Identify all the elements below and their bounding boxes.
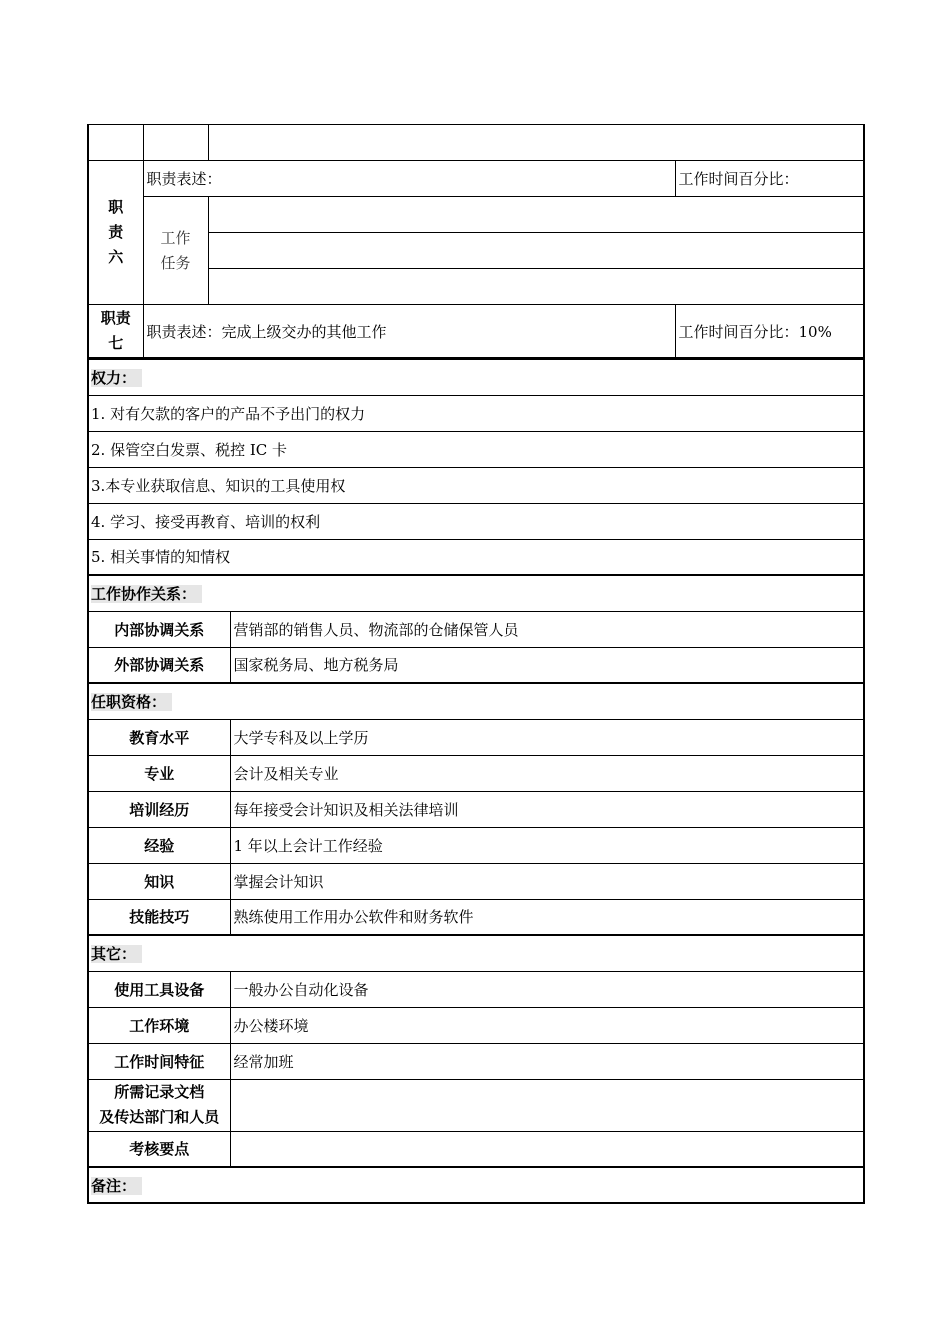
knowledge-value: 掌握会计知识 — [230, 863, 864, 899]
records-value — [230, 1079, 864, 1131]
duty7-description: 职责表述：完成上级交办的其他工作 — [143, 305, 675, 358]
section-header-row — [88, 1167, 864, 1203]
section-header-row — [88, 683, 864, 719]
environment-label: 工作环境 — [88, 1007, 230, 1043]
duty7-label-line: 七 — [108, 334, 124, 352]
qualifications-title: 任职资格： — [91, 693, 172, 711]
assessment-label: 考核要点 — [88, 1131, 230, 1167]
assessment-value — [230, 1131, 864, 1167]
empty-cell — [88, 125, 143, 161]
table-row — [88, 611, 864, 647]
duty6-label — [88, 161, 143, 305]
table-row — [88, 305, 864, 358]
duty6-task-cell — [208, 197, 864, 233]
education-value: 大学专科及以上学历 — [230, 719, 864, 755]
records-label-line: 所需记录文档 — [114, 1083, 205, 1101]
qualifications-title-cell — [88, 683, 864, 719]
authority-item: 3.本专业获取信息、知识的工具使用权 — [88, 467, 864, 503]
duty7-label-line: 职责 — [100, 309, 131, 327]
records-label — [88, 1079, 230, 1131]
table-row — [88, 647, 864, 683]
training-value: 每年接受会计知识及相关法律培训 — [230, 791, 864, 827]
training-label: 培训经历 — [88, 791, 230, 827]
table-row — [88, 827, 864, 863]
education-label: 教育水平 — [88, 719, 230, 755]
authority-item: 1. 对有欠款的客户的产品不予出门的权力 — [88, 395, 864, 431]
list-item — [88, 467, 864, 503]
remarks-title-cell — [88, 1167, 864, 1203]
table-row — [88, 1007, 864, 1043]
authority-item: 2. 保管空白发票、税控 IC 卡 — [88, 431, 864, 467]
duty6-label-line: 职 — [108, 198, 124, 216]
tools-label: 使用工具设备 — [88, 971, 230, 1007]
duty6-task-label-line: 工作 — [160, 228, 191, 247]
section-header-row — [88, 359, 864, 395]
tools-value: 一般办公自动化设备 — [230, 971, 864, 1007]
duty6-description-label: 职责表述： — [143, 161, 675, 197]
duty6-label-line: 责 — [108, 223, 124, 241]
empty-cell — [208, 125, 864, 161]
skills-value: 熟练使用工作用办公软件和财务软件 — [230, 899, 864, 935]
duty6-task-cell — [208, 233, 864, 269]
duty7-time-percentage: 工作时间百分比：10% — [675, 305, 864, 358]
experience-value: 1 年以上会计工作经验 — [230, 827, 864, 863]
table-row — [88, 197, 864, 233]
authority-item: 5. 相关事情的知情权 — [88, 539, 864, 575]
list-item — [88, 503, 864, 539]
external-relations-label: 外部协调关系 — [88, 647, 230, 683]
table-row — [88, 1043, 864, 1079]
experience-label: 经验 — [88, 827, 230, 863]
duty6-label-line: 六 — [108, 248, 124, 266]
external-relations-value: 国家税务局、地方税务局 — [230, 647, 864, 683]
list-item — [88, 539, 864, 575]
job-description-document — [87, 124, 863, 1204]
table-row — [88, 755, 864, 791]
table-row — [88, 161, 864, 197]
authority-title: 权力： — [91, 369, 142, 387]
section-header-row — [88, 575, 864, 611]
records-label-line: 及传达部门和人员 — [99, 1108, 220, 1126]
authority-item: 4. 学习、接受再教育、培训的权利 — [88, 503, 864, 539]
knowledge-label: 知识 — [88, 863, 230, 899]
internal-relations-value: 营销部的销售人员、物流部的仓储保管人员 — [230, 611, 864, 647]
authority-title-cell — [88, 359, 864, 395]
major-label: 专业 — [88, 755, 230, 791]
table-row — [88, 1079, 864, 1131]
empty-cell — [143, 125, 208, 161]
working-hours-value: 经常加班 — [230, 1043, 864, 1079]
table-row — [88, 719, 864, 755]
table-row — [88, 1131, 864, 1167]
table-row — [88, 971, 864, 1007]
table-row — [88, 125, 864, 161]
duty6-task-label-line: 任务 — [160, 253, 191, 272]
duty6-task-cell — [208, 269, 864, 305]
major-value: 会计及相关专业 — [230, 755, 864, 791]
duty6-time-percentage-label: 工作时间百分比： — [675, 161, 864, 197]
table-row — [88, 791, 864, 827]
list-item — [88, 395, 864, 431]
working-hours-label: 工作时间特征 — [88, 1043, 230, 1079]
skills-label: 技能技巧 — [88, 899, 230, 935]
table-row — [88, 863, 864, 899]
other-title: 其它： — [91, 945, 142, 963]
duty6-task-label — [143, 197, 208, 305]
duties-table — [87, 124, 865, 358]
list-item — [88, 431, 864, 467]
relations-title: 工作协作关系： — [91, 585, 202, 603]
details-table — [87, 358, 865, 1204]
remarks-title: 备注： — [91, 1177, 142, 1195]
relations-title-cell — [88, 575, 864, 611]
other-title-cell — [88, 935, 864, 971]
environment-value: 办公楼环境 — [230, 1007, 864, 1043]
section-header-row — [88, 935, 864, 971]
table-row — [88, 899, 864, 935]
internal-relations-label: 内部协调关系 — [88, 611, 230, 647]
duty7-label — [88, 305, 143, 358]
